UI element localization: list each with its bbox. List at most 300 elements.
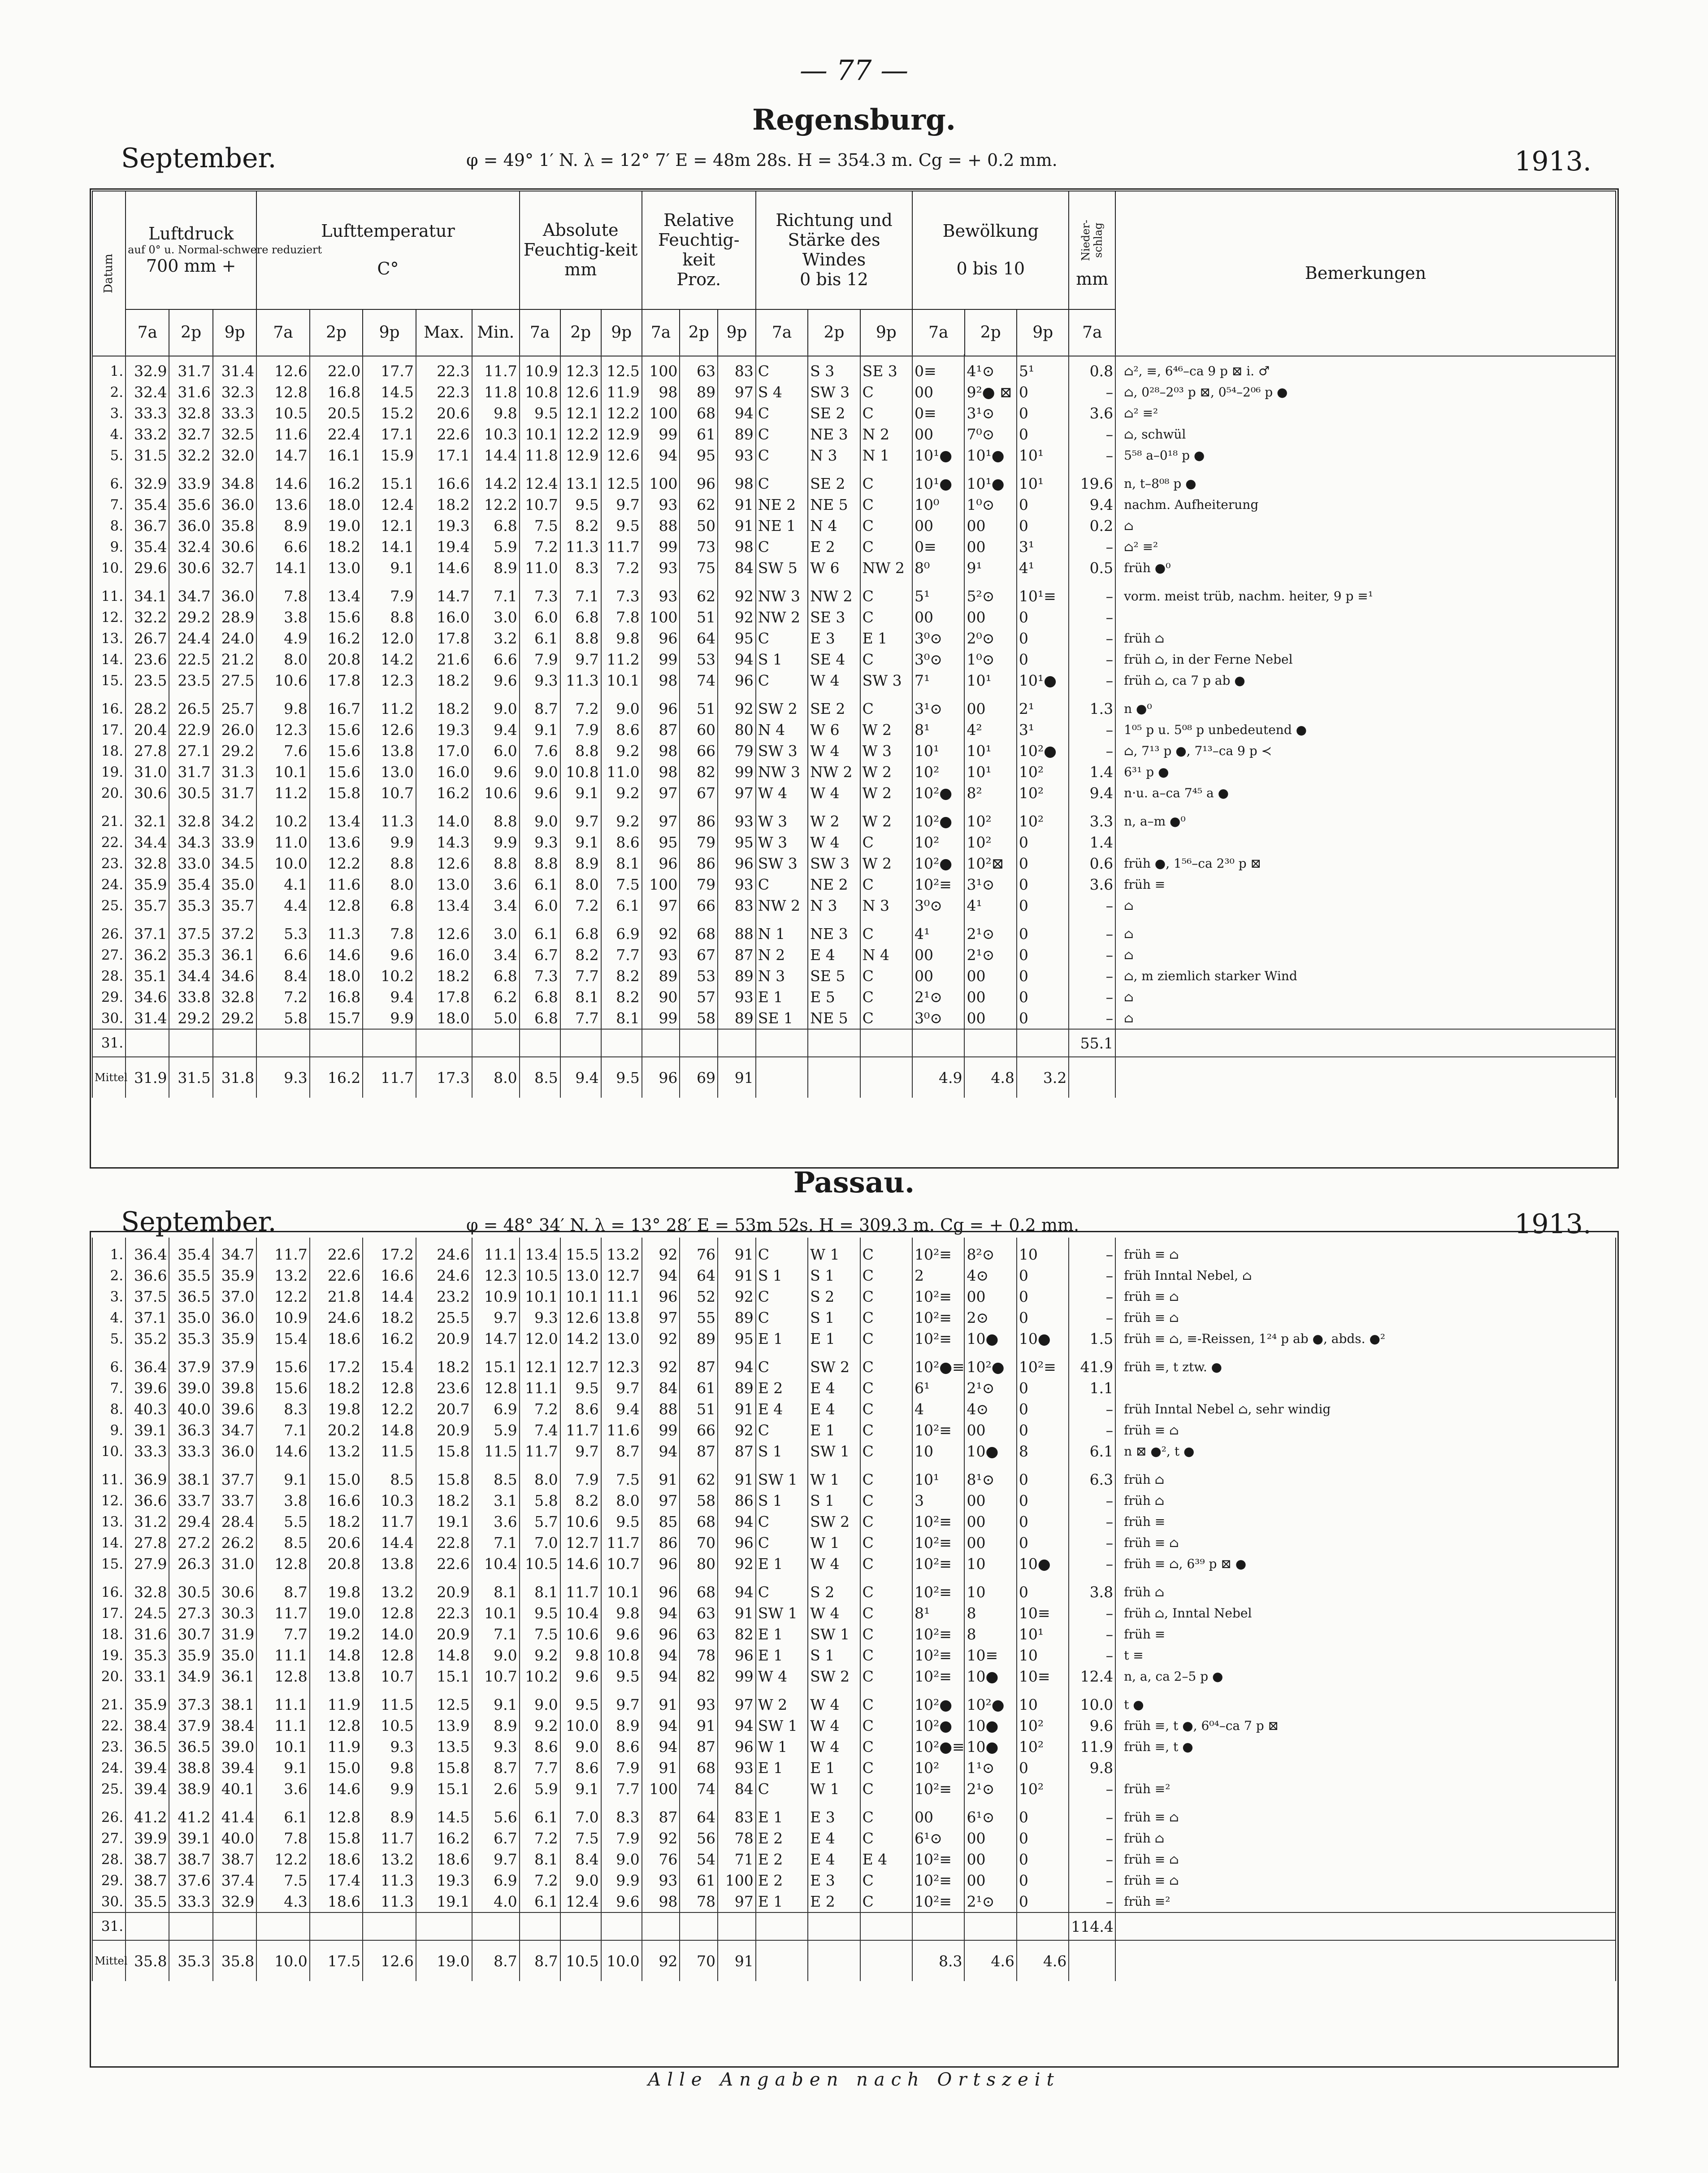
value-cell: 91 bbox=[718, 515, 756, 536]
value-cell: 6.1 bbox=[520, 874, 560, 895]
value-cell: 9.2 bbox=[601, 782, 642, 804]
value-cell: 29.2 bbox=[169, 1008, 212, 1029]
value-cell: SE 5 bbox=[808, 965, 860, 987]
value-cell: 99 bbox=[642, 1008, 680, 1029]
value-cell: 100 bbox=[718, 1870, 756, 1891]
value-cell: NW 2 bbox=[860, 557, 912, 578]
value-cell: E 4 bbox=[808, 1849, 860, 1870]
value-cell: 10²≡ bbox=[912, 1553, 964, 1574]
header-luftdruck-sub: auf 0° u. Normal-schwere reduziert bbox=[128, 243, 322, 256]
value-cell: 68 bbox=[680, 1757, 718, 1778]
value-cell: C bbox=[756, 403, 808, 424]
value-cell: 3.0 bbox=[472, 923, 520, 944]
value-cell: 92 bbox=[642, 923, 680, 944]
value-cell: 9.0 bbox=[472, 1645, 520, 1666]
value-cell: 38.8 bbox=[169, 1757, 212, 1778]
value-cell: 56 bbox=[680, 1828, 718, 1849]
value-cell: 8.2 bbox=[560, 944, 601, 965]
day-cell: 4. bbox=[92, 1307, 126, 1328]
value-cell: 6.0 bbox=[472, 740, 520, 761]
value-cell: 5.5 bbox=[256, 1511, 310, 1532]
value-cell: 10²≡ bbox=[912, 1307, 964, 1328]
value-cell: 92 bbox=[642, 1328, 680, 1349]
remark-cell: früh ≡ ⌂, 6³⁹ p ⊠ ● bbox=[1115, 1553, 1616, 1574]
value-cell: 9.0 bbox=[601, 698, 642, 719]
value-cell: 3.8 bbox=[256, 607, 310, 628]
value-cell: 76 bbox=[680, 1238, 718, 1265]
header-time-18: 2p bbox=[965, 309, 1017, 356]
value-cell: 7.2 bbox=[601, 557, 642, 578]
value-cell: C bbox=[756, 670, 808, 691]
day-cell: 1. bbox=[92, 354, 126, 382]
value-cell: 7.1 bbox=[560, 586, 601, 607]
value-cell: 26.3 bbox=[169, 1553, 212, 1574]
value-cell: 8.7 bbox=[520, 698, 560, 719]
value-cell: 13.4 bbox=[520, 1238, 560, 1265]
value-cell: 33.3 bbox=[169, 1441, 212, 1462]
value-cell: 0 bbox=[1017, 494, 1069, 515]
value-cell: 3¹ bbox=[1017, 719, 1069, 740]
value-cell: C bbox=[860, 1666, 912, 1687]
value-cell: C bbox=[756, 424, 808, 445]
remark-cell: früh ≡ ⌂ bbox=[1115, 1532, 1616, 1553]
value-cell: 31.6 bbox=[169, 382, 212, 403]
value-cell: 16.8 bbox=[310, 987, 363, 1008]
value-cell: 6.8 bbox=[560, 923, 601, 944]
value-cell: 12.3 bbox=[601, 1356, 642, 1378]
value-cell: 3.6 bbox=[472, 1511, 520, 1532]
header-niederschlag-title: Nieder-schlag bbox=[1079, 220, 1105, 261]
header-luftdruck-unit: 700 mm + bbox=[146, 256, 236, 276]
value-cell: 9.5 bbox=[560, 1378, 601, 1399]
value-cell: 22.6 bbox=[416, 1553, 472, 1574]
value-cell: 18.2 bbox=[310, 536, 363, 557]
value-cell: 6.1 bbox=[520, 1807, 560, 1828]
value-cell: 95 bbox=[718, 832, 756, 853]
value-cell: 39.9 bbox=[126, 1828, 169, 1849]
value-cell: 36.6 bbox=[126, 1490, 169, 1511]
value-cell: 0 bbox=[1017, 832, 1069, 853]
value-cell: 10.7 bbox=[520, 494, 560, 515]
value-cell: 15.4 bbox=[363, 1356, 416, 1378]
value-cell: W 2 bbox=[756, 1694, 808, 1715]
value-cell: 36.7 bbox=[126, 515, 169, 536]
value-cell: 10²●≡ bbox=[912, 1736, 964, 1757]
value-cell: 18.2 bbox=[310, 1511, 363, 1532]
value-cell: 33.0 bbox=[169, 853, 212, 874]
value-cell: 8.1 bbox=[472, 1582, 520, 1603]
value-cell: 20.9 bbox=[416, 1328, 472, 1349]
value-cell: 97 bbox=[642, 895, 680, 916]
value-cell: 12.8 bbox=[256, 1553, 310, 1574]
value-cell: 7.8 bbox=[601, 607, 642, 628]
value-cell: 66 bbox=[680, 740, 718, 761]
value-cell: W 3 bbox=[756, 811, 808, 832]
header-time-7: Min. bbox=[472, 309, 520, 356]
value-cell: – bbox=[1069, 965, 1115, 987]
value-cell: 24.6 bbox=[310, 1307, 363, 1328]
value-cell: 2¹⊙ bbox=[912, 987, 964, 1008]
value-cell: 9.7 bbox=[472, 1849, 520, 1870]
value-cell: 37.1 bbox=[126, 1307, 169, 1328]
value-cell: 6.1 bbox=[520, 1891, 560, 1912]
value-cell: 10.9 bbox=[256, 1307, 310, 1328]
value-cell: 9.1 bbox=[256, 1469, 310, 1490]
value-cell: 8.9 bbox=[472, 557, 520, 578]
value-cell: 35.7 bbox=[213, 895, 256, 916]
value-cell: 31.9 bbox=[213, 1624, 256, 1645]
year-label-passau: 1913. bbox=[1514, 1208, 1591, 1240]
day-cell: 11. bbox=[92, 1469, 126, 1490]
value-cell: 10¹ bbox=[912, 740, 964, 761]
value-cell: 11.1 bbox=[601, 1286, 642, 1307]
value-cell: 11.7 bbox=[601, 536, 642, 557]
value-cell: 78 bbox=[680, 1891, 718, 1912]
value-cell: 9.5 bbox=[601, 1511, 642, 1532]
value-cell: 10² bbox=[912, 761, 964, 782]
day-cell: 7. bbox=[92, 494, 126, 515]
value-cell: 10¹ bbox=[1017, 445, 1069, 466]
value-cell: 6¹ bbox=[912, 1378, 964, 1399]
value-cell: 76 bbox=[642, 1849, 680, 1870]
value-cell: 12.5 bbox=[601, 354, 642, 382]
value-cell: 37.9 bbox=[169, 1715, 212, 1736]
value-cell: 40.0 bbox=[169, 1399, 212, 1420]
value-cell: 7.2 bbox=[520, 1828, 560, 1849]
value-cell: 94 bbox=[642, 1441, 680, 1462]
value-cell: – bbox=[1069, 1870, 1115, 1891]
value-cell: 8.1 bbox=[520, 1582, 560, 1603]
value-cell: 33.1 bbox=[126, 1666, 169, 1687]
value-cell: 94 bbox=[718, 649, 756, 670]
value-cell: S 1 bbox=[808, 1265, 860, 1286]
value-cell: 10¹≡ bbox=[1017, 586, 1069, 607]
value-cell: 0 bbox=[1017, 1378, 1069, 1399]
year-label-regensburg: 1913. bbox=[1514, 146, 1591, 177]
value-cell: 18.0 bbox=[310, 965, 363, 987]
value-cell: 95 bbox=[642, 832, 680, 853]
remark-cell: früh ≡ ⌂ bbox=[1115, 1420, 1616, 1441]
value-cell: 0 bbox=[1017, 944, 1069, 965]
value-cell: 99 bbox=[642, 1420, 680, 1441]
value-cell: S 1 bbox=[808, 1490, 860, 1511]
value-cell: 11.0 bbox=[520, 557, 560, 578]
value-cell: C bbox=[756, 874, 808, 895]
value-cell: 5²⊙ bbox=[964, 586, 1016, 607]
value-cell: 7.0 bbox=[520, 1532, 560, 1553]
header-niederschlag-unit: mm bbox=[1076, 269, 1109, 289]
value-cell: 10.8 bbox=[520, 382, 560, 403]
value-cell: 61 bbox=[680, 1870, 718, 1891]
header-time-8: 7a bbox=[520, 309, 560, 356]
value-cell: 35.4 bbox=[169, 1238, 212, 1265]
value-cell: 89 bbox=[718, 965, 756, 987]
value-cell: 3.8 bbox=[256, 1490, 310, 1511]
value-cell: 0 bbox=[1017, 895, 1069, 916]
value-cell: C bbox=[860, 1265, 912, 1286]
value-cell: 87 bbox=[718, 1441, 756, 1462]
header-abs-feucht-unit: mm bbox=[564, 259, 597, 279]
value-cell: 41.2 bbox=[126, 1807, 169, 1828]
value-cell: 7.2 bbox=[256, 987, 310, 1008]
value-cell: 9.7 bbox=[601, 1378, 642, 1399]
day-cell: 19. bbox=[92, 1645, 126, 1666]
value-cell: N 1 bbox=[756, 923, 808, 944]
value-cell: 12.9 bbox=[601, 424, 642, 445]
day-cell: 30. bbox=[92, 1891, 126, 1912]
value-cell: 89 bbox=[718, 1008, 756, 1029]
value-cell: 12.6 bbox=[416, 923, 472, 944]
value-cell: 33.2 bbox=[126, 424, 169, 445]
value-cell: 11.0 bbox=[601, 761, 642, 782]
value-cell: 00 bbox=[964, 965, 1016, 987]
value-cell: 36.5 bbox=[169, 1286, 212, 1307]
value-cell: 99 bbox=[642, 649, 680, 670]
value-cell: 17.8 bbox=[416, 987, 472, 1008]
value-cell: 13.2 bbox=[601, 1238, 642, 1265]
value-cell: 6.8 bbox=[472, 965, 520, 987]
value-cell: C bbox=[860, 1008, 912, 1029]
value-cell: 58 bbox=[680, 1490, 718, 1511]
value-cell: 96 bbox=[642, 1553, 680, 1574]
value-cell: 8.8 bbox=[472, 811, 520, 832]
value-cell: 96 bbox=[642, 1582, 680, 1603]
value-cell: 15.1 bbox=[416, 1778, 472, 1799]
value-cell: 8²⊙ bbox=[964, 1238, 1016, 1265]
value-cell: 8.6 bbox=[520, 1736, 560, 1757]
mean-value: 69 bbox=[680, 1057, 718, 1098]
mean-value: 8.7 bbox=[520, 1940, 560, 1981]
value-cell: SW 1 bbox=[808, 1441, 860, 1462]
value-cell: 0 bbox=[1017, 607, 1069, 628]
value-cell: 19.3 bbox=[416, 719, 472, 740]
value-cell: 33.3 bbox=[126, 403, 169, 424]
value-cell: 12.7 bbox=[601, 1265, 642, 1286]
value-cell: N 4 bbox=[808, 515, 860, 536]
value-cell: 100 bbox=[642, 874, 680, 895]
remark-cell: ⌂, schwül bbox=[1115, 424, 1616, 445]
day-cell: 19. bbox=[92, 761, 126, 782]
value-cell: 12.1 bbox=[363, 515, 416, 536]
value-cell: 8 bbox=[964, 1603, 1016, 1624]
value-cell: 16.0 bbox=[416, 761, 472, 782]
value-cell: 25.5 bbox=[416, 1307, 472, 1328]
value-cell: 10 bbox=[964, 1582, 1016, 1603]
value-cell: E 2 bbox=[808, 1891, 860, 1912]
value-cell: 36.5 bbox=[126, 1736, 169, 1757]
value-cell: 7.3 bbox=[520, 586, 560, 607]
day-cell: 29. bbox=[92, 1870, 126, 1891]
frame-regensburg bbox=[90, 188, 1619, 1169]
value-cell: C bbox=[860, 515, 912, 536]
value-cell: C bbox=[860, 1307, 912, 1328]
value-cell: 3⁰⊙ bbox=[912, 1008, 964, 1029]
value-cell: 89 bbox=[718, 1378, 756, 1399]
value-cell: 10¹ bbox=[964, 670, 1016, 691]
value-cell: 5.7 bbox=[520, 1511, 560, 1532]
header-lufttemperatur-title: Lufttemperatur bbox=[321, 221, 455, 241]
value-cell: 28.2 bbox=[126, 698, 169, 719]
remark-cell: 6³¹ p ● bbox=[1115, 761, 1616, 782]
value-cell: 51 bbox=[680, 607, 718, 628]
value-cell: 86 bbox=[642, 1532, 680, 1553]
value-cell: 1.4 bbox=[1069, 832, 1115, 853]
value-cell: 12.3 bbox=[256, 719, 310, 740]
value-cell: – bbox=[1069, 628, 1115, 649]
value-cell: 10.7 bbox=[472, 1666, 520, 1687]
value-cell: 23.2 bbox=[416, 1286, 472, 1307]
value-cell: 61 bbox=[680, 1378, 718, 1399]
day-cell: 9. bbox=[92, 536, 126, 557]
remark-cell: ⌂ bbox=[1115, 515, 1616, 536]
value-cell: 7.1 bbox=[472, 586, 520, 607]
value-cell: 8.1 bbox=[601, 1008, 642, 1029]
value-cell: 0 bbox=[1017, 874, 1069, 895]
value-cell: 8.8 bbox=[560, 740, 601, 761]
value-cell: 7.1 bbox=[256, 1420, 310, 1441]
value-cell: 0 bbox=[1017, 1286, 1069, 1307]
value-cell: 35.2 bbox=[126, 1328, 169, 1349]
value-cell: 10²● bbox=[912, 1694, 964, 1715]
value-cell: 17.1 bbox=[363, 424, 416, 445]
value-cell: E 3 bbox=[808, 628, 860, 649]
value-cell: S 4 bbox=[756, 382, 808, 403]
value-cell: 15.5 bbox=[560, 1238, 601, 1265]
value-cell: 0 bbox=[1017, 1008, 1069, 1029]
value-cell: 3.1 bbox=[472, 1490, 520, 1511]
value-cell: – bbox=[1069, 586, 1115, 607]
value-cell: NW 2 bbox=[756, 607, 808, 628]
value-cell: 6.1 bbox=[520, 628, 560, 649]
value-cell: 88 bbox=[642, 1399, 680, 1420]
value-cell: C bbox=[860, 1645, 912, 1666]
value-cell: 58 bbox=[680, 1008, 718, 1029]
value-cell: 60 bbox=[680, 719, 718, 740]
value-cell: 11.9 bbox=[601, 382, 642, 403]
value-cell: 19.1 bbox=[416, 1511, 472, 1532]
mean-value: 4.6 bbox=[1017, 1940, 1069, 1981]
value-cell: 9.1 bbox=[256, 1757, 310, 1778]
value-cell: 96 bbox=[718, 1736, 756, 1757]
value-cell: SW 2 bbox=[808, 1511, 860, 1532]
value-cell: 3.4 bbox=[472, 895, 520, 916]
remark-cell: früh ≡² bbox=[1115, 1778, 1616, 1799]
remark-cell: n ●⁰ bbox=[1115, 698, 1616, 719]
value-cell: 9.2 bbox=[601, 740, 642, 761]
value-cell: 20.6 bbox=[416, 403, 472, 424]
value-cell: 5.9 bbox=[520, 1778, 560, 1799]
value-cell: 8.4 bbox=[256, 965, 310, 987]
value-cell: 63 bbox=[680, 354, 718, 382]
value-cell: – bbox=[1069, 923, 1115, 944]
value-cell: 10● bbox=[964, 1328, 1016, 1349]
value-cell: 23.6 bbox=[416, 1378, 472, 1399]
value-cell: 99 bbox=[642, 424, 680, 445]
value-cell: C bbox=[860, 1328, 912, 1349]
value-cell: 12.8 bbox=[310, 1807, 363, 1828]
value-cell: 0 bbox=[1017, 965, 1069, 987]
value-cell: 93 bbox=[642, 557, 680, 578]
value-cell: 100 bbox=[642, 1778, 680, 1799]
value-cell: C bbox=[860, 1870, 912, 1891]
value-cell: 79 bbox=[718, 740, 756, 761]
value-cell: 14.1 bbox=[363, 536, 416, 557]
header-bemerkungen: Bemerkungen bbox=[1115, 191, 1616, 356]
value-cell: SW 1 bbox=[756, 1715, 808, 1736]
value-cell: 0 bbox=[1017, 1828, 1069, 1849]
value-cell: 7.9 bbox=[560, 719, 601, 740]
value-cell: 91 bbox=[718, 494, 756, 515]
value-cell: 12.2 bbox=[256, 1849, 310, 1870]
value-cell: 10² bbox=[1017, 1715, 1069, 1736]
value-cell: 10.1 bbox=[601, 1582, 642, 1603]
value-cell: 14.0 bbox=[363, 1624, 416, 1645]
value-cell: 50 bbox=[680, 515, 718, 536]
value-cell: 14.3 bbox=[416, 832, 472, 853]
value-cell: 96 bbox=[718, 853, 756, 874]
value-cell: 66 bbox=[680, 1420, 718, 1441]
value-cell: 91 bbox=[680, 1715, 718, 1736]
value-cell: 22.0 bbox=[310, 354, 363, 382]
value-cell: 7.7 bbox=[560, 965, 601, 987]
day-cell: 23. bbox=[92, 1736, 126, 1757]
value-cell: – bbox=[1069, 1778, 1115, 1799]
value-cell: 67 bbox=[680, 782, 718, 804]
header-time-4: 2p bbox=[310, 309, 363, 356]
value-cell: 4.4 bbox=[256, 895, 310, 916]
value-cell: 10● bbox=[1017, 1328, 1069, 1349]
value-cell: 18.6 bbox=[310, 1891, 363, 1912]
mean-value: 8.0 bbox=[472, 1057, 520, 1098]
day-cell: 25. bbox=[92, 1778, 126, 1799]
value-cell: – bbox=[1069, 1624, 1115, 1645]
remark-cell: 1⁰⁵ p u. 5⁰⁸ p unbedeutend ● bbox=[1115, 719, 1616, 740]
value-cell: W 4 bbox=[808, 1736, 860, 1757]
mean-value: 70 bbox=[680, 1940, 718, 1981]
value-cell: 63 bbox=[680, 1624, 718, 1645]
value-cell: 53 bbox=[680, 965, 718, 987]
mean-value: 31.9 bbox=[126, 1057, 169, 1098]
day-cell: 22. bbox=[92, 1715, 126, 1736]
value-cell: SE 4 bbox=[808, 649, 860, 670]
value-cell: 13.8 bbox=[601, 1307, 642, 1328]
value-cell: 3⁰⊙ bbox=[912, 649, 964, 670]
value-cell: 14.6 bbox=[310, 944, 363, 965]
value-cell: 68 bbox=[680, 1582, 718, 1603]
value-cell: 10² bbox=[1017, 1736, 1069, 1757]
value-cell: W 3 bbox=[860, 740, 912, 761]
value-cell: – bbox=[1069, 536, 1115, 557]
value-cell: 10¹● bbox=[912, 445, 964, 466]
header-time-13: 9p bbox=[718, 309, 756, 356]
value-cell: SE 2 bbox=[808, 698, 860, 719]
value-cell: 96 bbox=[642, 698, 680, 719]
value-cell: S 1 bbox=[756, 1441, 808, 1462]
value-cell: 10²≡ bbox=[912, 874, 964, 895]
day-cell: 21. bbox=[92, 811, 126, 832]
value-cell: N 2 bbox=[756, 944, 808, 965]
value-cell: 7.7 bbox=[520, 1757, 560, 1778]
remark-cell: früh ⌂ bbox=[1115, 628, 1616, 649]
value-cell: 0.5 bbox=[1069, 557, 1115, 578]
value-cell: 31.6 bbox=[126, 1624, 169, 1645]
value-cell: 7.9 bbox=[601, 1757, 642, 1778]
value-cell: 8.3 bbox=[560, 557, 601, 578]
value-cell: 10● bbox=[964, 1736, 1016, 1757]
value-cell: C bbox=[860, 1286, 912, 1307]
value-cell: 36.2 bbox=[126, 944, 169, 965]
value-cell: 31.0 bbox=[213, 1553, 256, 1574]
